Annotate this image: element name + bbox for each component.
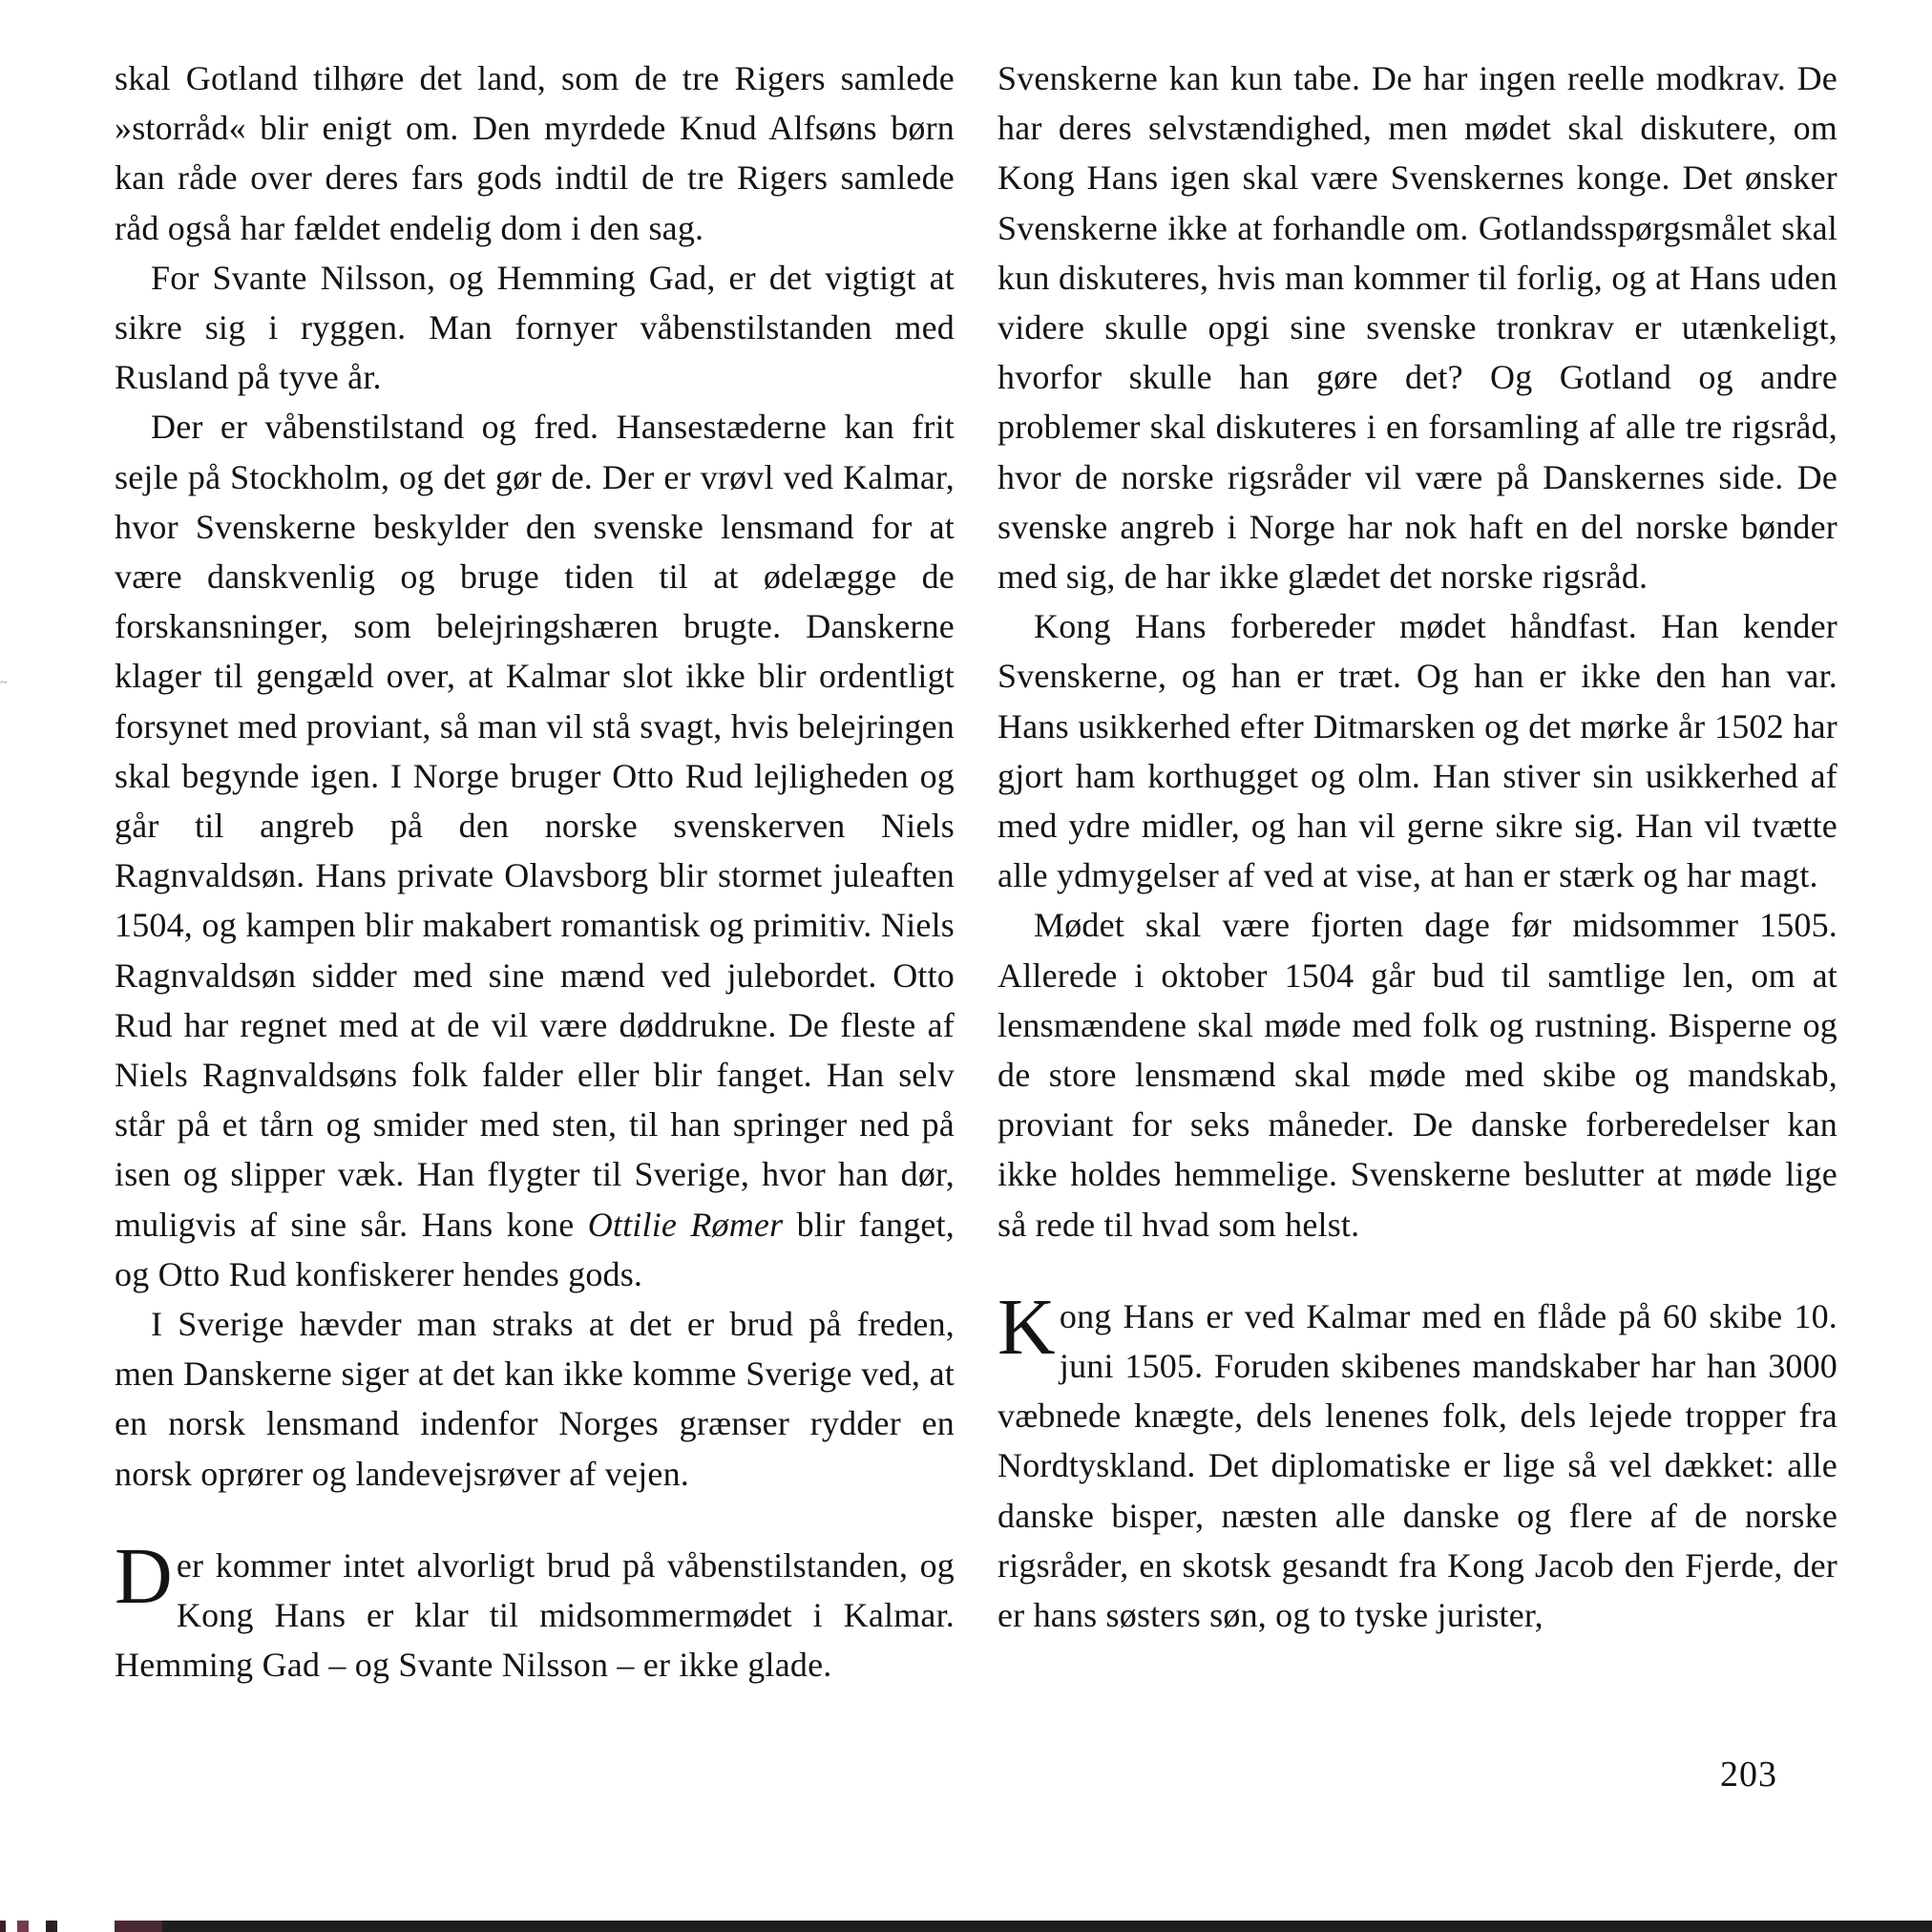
section-break (115, 1499, 955, 1541)
paragraph-text: blir fanget, og Otto Rud konfiskerer hendes gods. (115, 1205, 955, 1293)
section-opening-paragraph (998, 1282, 1838, 1640)
paragraph-text: ong Hans er ved Kalmar med en flåde på 60 skibe 10. juni 1505. Foruden skibenes mandskaber har han 3000 væbnede knægte, dels lenenes folk, dels lejede tropper fra Nordtyskland. Det diplomatiske er lige så vel dækket: alle danske bisper, næsten alle danske og flere af de norske rigsråder, en skotsk gesandt fra Kong Jacob den Fjerde, der er hans søsters søn, og to tyske jurister, (998, 1296, 1838, 1635)
drop-cap: D (115, 1531, 173, 1621)
margin-mark: ~ (0, 676, 8, 690)
paragraph: Kong Hans forbereder mødet håndfast. Han kender Svenskerne, og han er træt. Og han er ikke den han var. Hans usikkerhed efter Ditmarsken og det mørke år 1502 har gjort ham korthugget og olm. Han stiver sin usikkerhed af med ydre midler, og han vil gerne sikre sig. Han vil tvætte alle ydmygelser af ved at vise, at han er stærk og har magt. (998, 607, 1838, 895)
right-column (998, 53, 1838, 1640)
section-opening-paragraph (115, 1531, 955, 1690)
paragraph: skal Gotland tilhøre det land, som de tre Rigers samlede »storråd« blir enigt om. Den myrdede Knud Alfsøns børn kan råde over deres fars gods indtil de tre Rigers samlede råd også har fældet endelig dom i den sag. (115, 59, 955, 247)
paragraph-text: er kommer intet alvorligt brud på våbenstilstanden, og Kong Hans er klar til midsommermødet i Kalmar. Hemming Gad – og Svante Nilsson – er ikke glade. (115, 1545, 955, 1685)
paragraph: For Svante Nilsson, og Hemming Gad, er det vigtigt at sikre sig i ryggen. Man fornyer våbenstilstanden med Rusland på tyve år. (115, 258, 955, 397)
page-number: 203 (1720, 1754, 1777, 1795)
section-break (998, 1250, 1838, 1292)
paragraph-text: Der er våbenstilstand og fred. Hansestæderne kan frit sejle på Stockholm, og det gør de. Der er vrøvl ved Kalmar, hvor Svenskerne beskylder den svenske lensmand for at være danskvenlig og bruge tiden til at ødelægge de forskansninger, som belejringshæren brugte. Danskerne klager til gengæld over, at Kalmar slot ikke blir ordentligt forsynet med proviant, så man vil stå svagt, hvis belejringen skal begynde igen. I Norge bruger Otto Rud lejligheden og går til angreb på den norske svenskerven Niels Ragnvaldsøn. Hans private Olavsborg blir stormet juleaften 1504, og kampen blir makabert romantisk og primitiv. Niels Ragnvaldsøn sidder med sine mænd ved julebordet. Otto Rud har regnet med at de vil være døddrukne. De fleste af Niels Ragnvaldsøns folk falder eller blir fanget. Han selv står på et tårn og smider med sten, til han springer ned på isen og slipper væk. Han flygter til Sverige, hvor han dør, muligvis af sine sår. Hans kone (115, 408, 955, 1244)
left-column (115, 53, 955, 1690)
paragraph (115, 402, 955, 1299)
scan-edge-strip (0, 1921, 1932, 1932)
paragraph: Svenskerne kan kun tabe. De har ingen reelle modkrav. De har deres selvstændighed, men mødet skal diskutere, om Kong Hans igen skal være Svenskernes konge. Det ønsker Svenskerne ikke at forhandle om. Gotlandsspørgsmålet skal kun diskuteres, hvis man kommer til forlig, og at Hans uden videre skulle opgi sine svenske tronkrav er utænkeligt, hvorfor skulle han gøre det? Og Gotland og andre problemer skal diskuteres i en forsamling af alle tre rigsråd, hvor de norske rigsråder vil være på Danskernes side. De svenske angreb i Norge har nok haft en del norske bønder med sig, de har ikke glædet det norske rigsråd. (998, 59, 1838, 597)
person-name-italic: Ottilie Rømer (587, 1205, 784, 1244)
paragraph: Mødet skal være fjorten dage før midsommer 1505. Allerede i oktober 1504 går bud til samtlige len, om at lensmændene skal møde med folk og rustning. Bisperne og de store lensmænd skal møde med skibe og mandskab, proviant for seks måneder. De danske forberedelser kan ikke holdes hemmelige. Svenskerne beslutter at møde lige så rede til hvad som helst. (998, 906, 1838, 1244)
drop-cap: K (998, 1282, 1056, 1372)
paragraph: I Sverige hævder man straks at det er brud på freden, men Danskerne siger at det kan ikke komme Sverige ved, at en norsk lensmand indenfor Norges grænser rydder en norsk oprører og landevejsrøver af vejen. (115, 1305, 955, 1493)
